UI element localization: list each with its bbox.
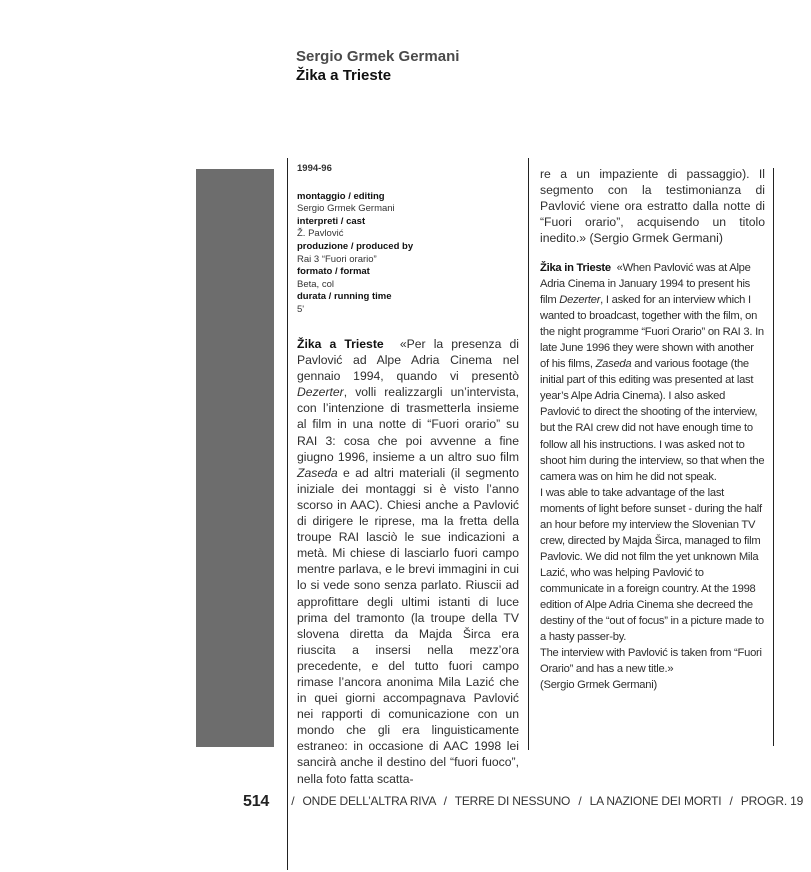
english-paragraph-2: I was able to take advantage of the last moments of light before sunset - during the half an hour before my interview the Slovenian TV crew, directed by Majda Širca, managed to film Pavlovic. We did not film the yet unknown Mila Lazić, who was helping Pavlović to communicate in a foreign country. At the 1998 edition of Alpe Adria Cinema she decreed the destiny of the “out of focus” in a picture made to a hasty passer-by. [540,486,764,644]
footer-separator: / [291,794,295,808]
author-name: Sergio Grmek Germani [296,48,460,65]
cast-label: interpreti / cast [297,215,366,227]
film-still-placeholder [196,169,274,747]
produced-label: produzione / produced by [297,240,414,252]
footer-section-4: PROGR. 19 [740,794,804,808]
editing-label: montaggio / editing [297,190,385,202]
editing-value: Sergio Grmek Germani [297,203,395,215]
runtime-label: durata / running time [297,291,392,303]
article-header [296,47,459,85]
footer-separator: / [578,794,582,808]
format-value: Beta, col [297,278,334,290]
column-divider-left [287,158,288,870]
italian-body: «Per la presenza di Pavlović ad Alpe Adria Cinema nel gennaio 1994, quando vi presentò Dezerter, volli realizzargli un’intervista, con l’intenzione di trasmetterla insieme al film in una notte di “Fuori orario” su RAI 3: cosa che poi avvenne a fine giugno 1996, insieme a un altro suo film Zaseda e ad altri materiali (il segmento iniziale dei montaggi si è visto l’anno scorso in AAC). Chiesi anche a Pavlović di dirigere le riprese, ma la fretta della troupe RAI lasciò le sue indicazioni a metà. Mi chiese di lasciarlo fuori campo mentre parlava, e le brevi immagini in cui lo si vede sono senza parlato. Riuscii ad approfittare degli ultimi istanti di luce prima del tramonto (la troupe della TV slovena diretta da Majda Širca era riuscita a insersi nella mezz’ora precedente, e del tutto fuori campo rimase l’ancora anonima Mila Lazić che in quei giorni accompagnava Pavlović nei rapporti di comunicazione con un mondo che gli era linguisticamente estraneo: in occasione di AAC 1998 lei sancirà anche il destino del “fuori fuoco”, nella foto fatta scatta- [297,337,519,786]
format-label: formato / format [297,266,370,278]
english-paragraph-3: The interview with Pavlović is taken from “Fuori Orario” and has a new title.» [540,647,762,676]
english-paragraph-1-text: «When Pavlović was at Alpe Adria Cinema in January 1994 to present his film Dezerter, I asked for an interview which I wanted to broadcast, together with the film, on the night programme “Fuori Orario” on RAI 3. In late June 1996 they were shown with another of his films, Zaseda and various footage (the initial part of this editing was presented at last year’s Alpe Adria Cinema). I also asked Pavlović to direct the shooting of the interview, but the RAI crew did not have enough time to follow all his instructions. I was asked not to shoot him during the interview, so that when the camera was on him he did not speak. [540,262,765,483]
film-credits [297,163,522,317]
column-divider-middle [528,158,529,750]
italian-synopsis [297,336,519,787]
page-number: 514 [243,793,270,810]
production-year: 1994-96 [297,163,332,174]
article-title: Žika a Trieste [296,67,392,84]
english-paragraph-1 [540,260,765,485]
page-footer [243,793,803,811]
english-signature: (Sergio Grmek Germani) [540,679,657,692]
italian-continuation: re a un impaziente di passaggio). Il segmento con la testimonianza di Pavlović viene ora estratto dalla notte di “Fuori orario”, acquisendo un titolo inedito.» (Sergio Grmek Germani) [540,167,765,246]
footer-section-1: ONDE DELL’ALTRA RIVA [302,794,436,808]
italian-keyword: Žika a Trieste [297,337,384,351]
english-synopsis [540,260,765,693]
footer-section-2: TERRE DI NESSUNO [454,794,571,808]
column-divider-right [773,168,774,746]
footer-separator: / [729,794,733,808]
cast-value: Ž. Pavlović [297,228,344,240]
english-keyword: Žika in Trieste [540,262,611,274]
runtime-value: 5' [297,303,305,315]
footer-separator: / [443,794,447,808]
produced-value: Rai 3 “Fuori orario” [297,253,377,265]
footer-section-3: LA NAZIONE DEI MORTI [589,794,722,808]
